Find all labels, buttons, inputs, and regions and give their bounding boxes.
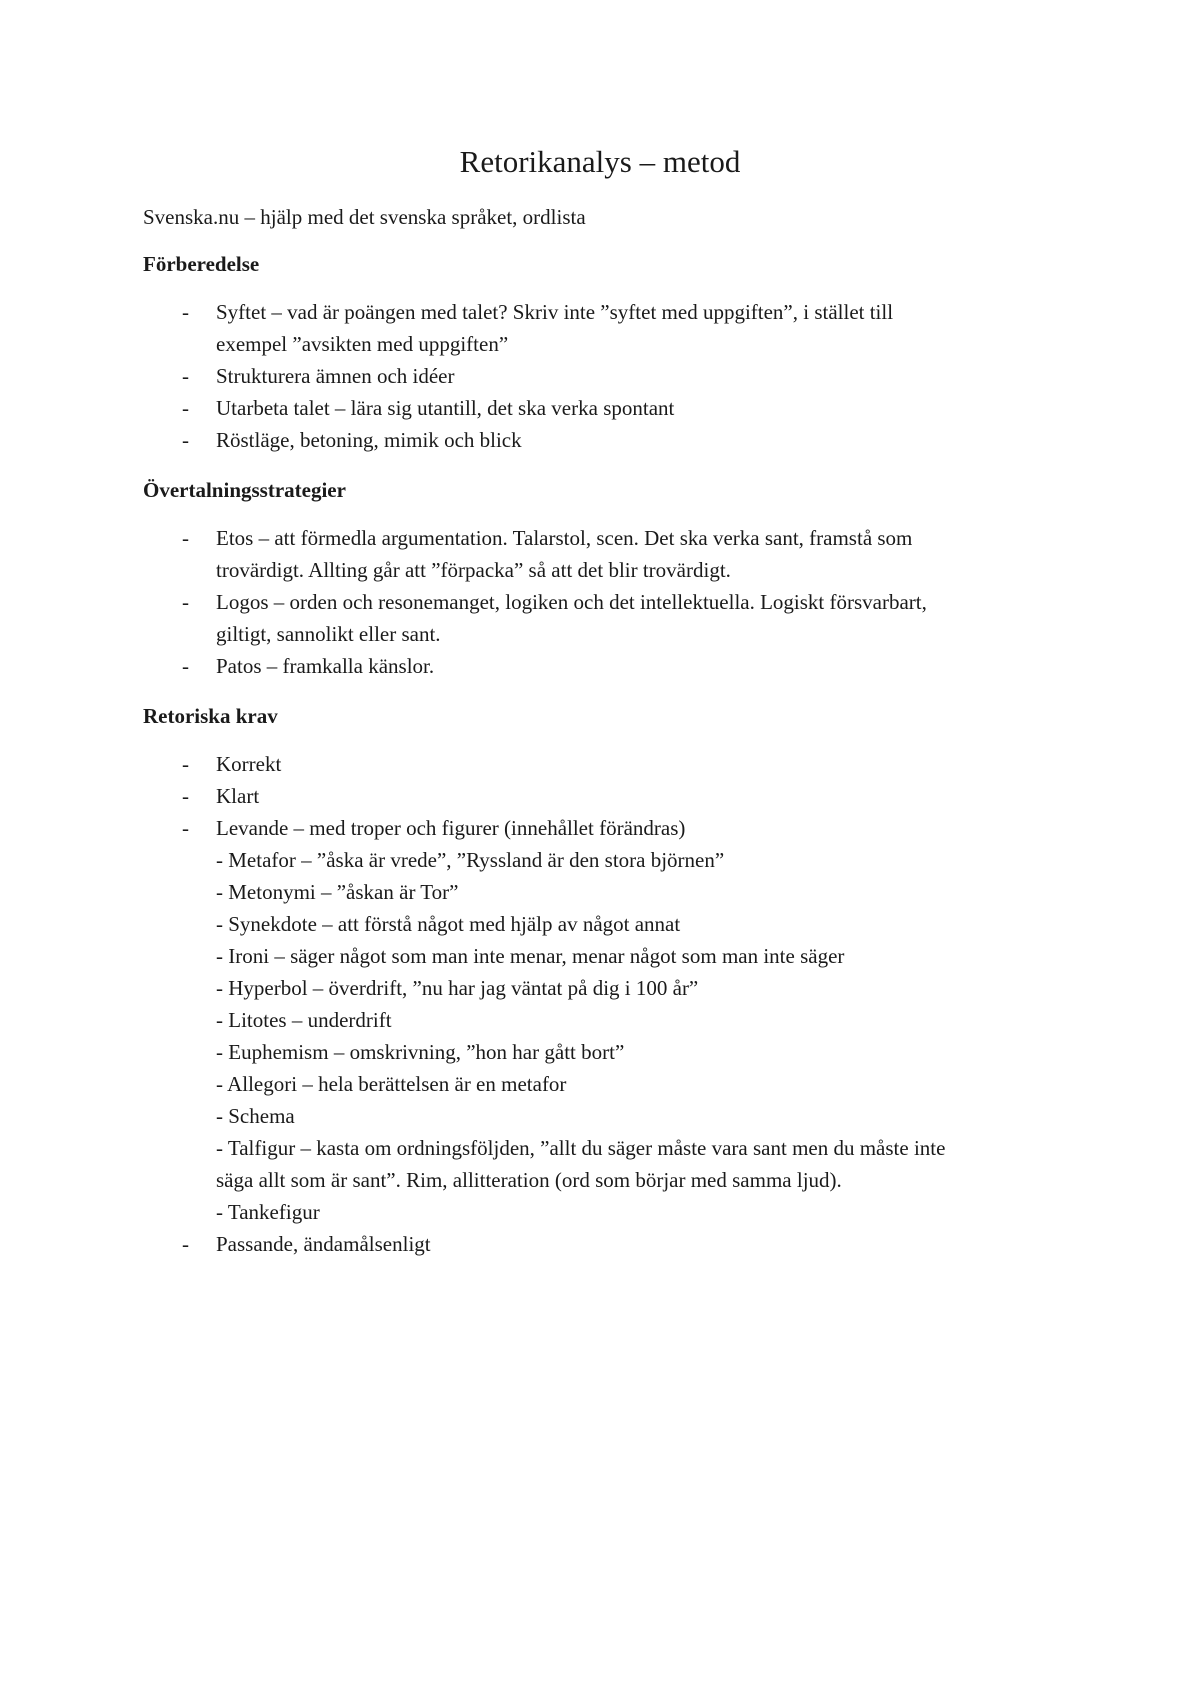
section-heading: Förberedelse <box>143 252 260 276</box>
list-bullet: - <box>182 364 189 388</box>
list-item-line: Korrekt <box>216 752 282 776</box>
list-item-line: Patos – framkalla känslor. <box>216 654 435 678</box>
list-bullet: - <box>182 526 189 550</box>
list-item-line: Klart <box>216 784 260 808</box>
document-subtitle: Svenska.nu – hjälp med det svenska språket, ordlista <box>143 205 586 229</box>
sub-list-item: - Ironi – säger något som man inte menar, menar något som man inte säger <box>216 944 845 968</box>
sub-list-item: - Synekdote – att förstå något med hjälp av något annat <box>216 912 681 936</box>
sub-list-item: - Hyperbol – överdrift, ”nu har jag väntat på dig i 100 år” <box>216 976 699 1000</box>
list-item-line: Etos – att förmedla argumentation. Talarstol, scen. Det ska verka sant, framstå som <box>216 526 913 550</box>
list-item-line: giltigt, sannolikt eller sant. <box>216 622 441 646</box>
list-bullet: - <box>182 590 189 614</box>
list-bullet: - <box>182 752 189 776</box>
list-bullet: - <box>182 300 189 324</box>
section-heading: Retoriska krav <box>143 704 278 728</box>
sub-list-item: - Schema <box>216 1104 295 1128</box>
list-item-line: trovärdigt. Allting går att ”förpacka” så att det blir trovärdigt. <box>216 558 731 582</box>
section-heading: Övertalningsstrategier <box>143 478 346 502</box>
list-bullet: - <box>182 1232 189 1256</box>
list-bullet: - <box>182 816 189 840</box>
sub-list-item: - Litotes – underdrift <box>216 1008 392 1032</box>
document-title: Retorikanalys – metod <box>459 144 741 179</box>
sub-list-item: - Tankefigur <box>216 1200 320 1224</box>
sub-list-item-continuation: säga allt som är sant”. Rim, allitteration (ord som börjar med samma ljud). <box>216 1168 842 1192</box>
sub-list-item: - Euphemism – omskrivning, ”hon har gått bort” <box>216 1040 625 1064</box>
list-bullet: - <box>182 654 189 678</box>
list-bullet: - <box>182 784 189 808</box>
list-item-line: exempel ”avsikten med uppgiften” <box>216 332 509 356</box>
sub-list-item: - Metafor – ”åska är vrede”, ”Ryssland är den stora björnen” <box>216 848 725 872</box>
list-item-line: Syftet – vad är poängen med talet? Skriv inte ”syftet med uppgiften”, i stället till <box>216 300 894 324</box>
list-bullet: - <box>182 428 189 452</box>
list-item-line: Röstläge, betoning, mimik och blick <box>216 428 522 452</box>
sub-list-item: - Talfigur – kasta om ordningsföljden, ”allt du säger måste vara sant men du måste inte <box>216 1136 946 1160</box>
list-item-line: Strukturera ämnen och idéer <box>216 364 455 388</box>
list-item-line: Levande – med troper och figurer (innehållet förändras) <box>216 816 686 840</box>
sub-list-item: - Allegori – hela berättelsen är en metafor <box>216 1072 567 1096</box>
list-item-line: Logos – orden och resonemanget, logiken och det intellektuella. Logiskt försvarbart, <box>216 590 927 614</box>
list-item-line: Utarbeta talet – lära sig utantill, det ska verka spontant <box>216 396 675 420</box>
sub-list-item: - Metonymi – ”åskan är Tor” <box>216 880 459 904</box>
list-bullet: - <box>182 396 189 420</box>
list-item-line: Passande, ändamålsenligt <box>216 1232 431 1256</box>
